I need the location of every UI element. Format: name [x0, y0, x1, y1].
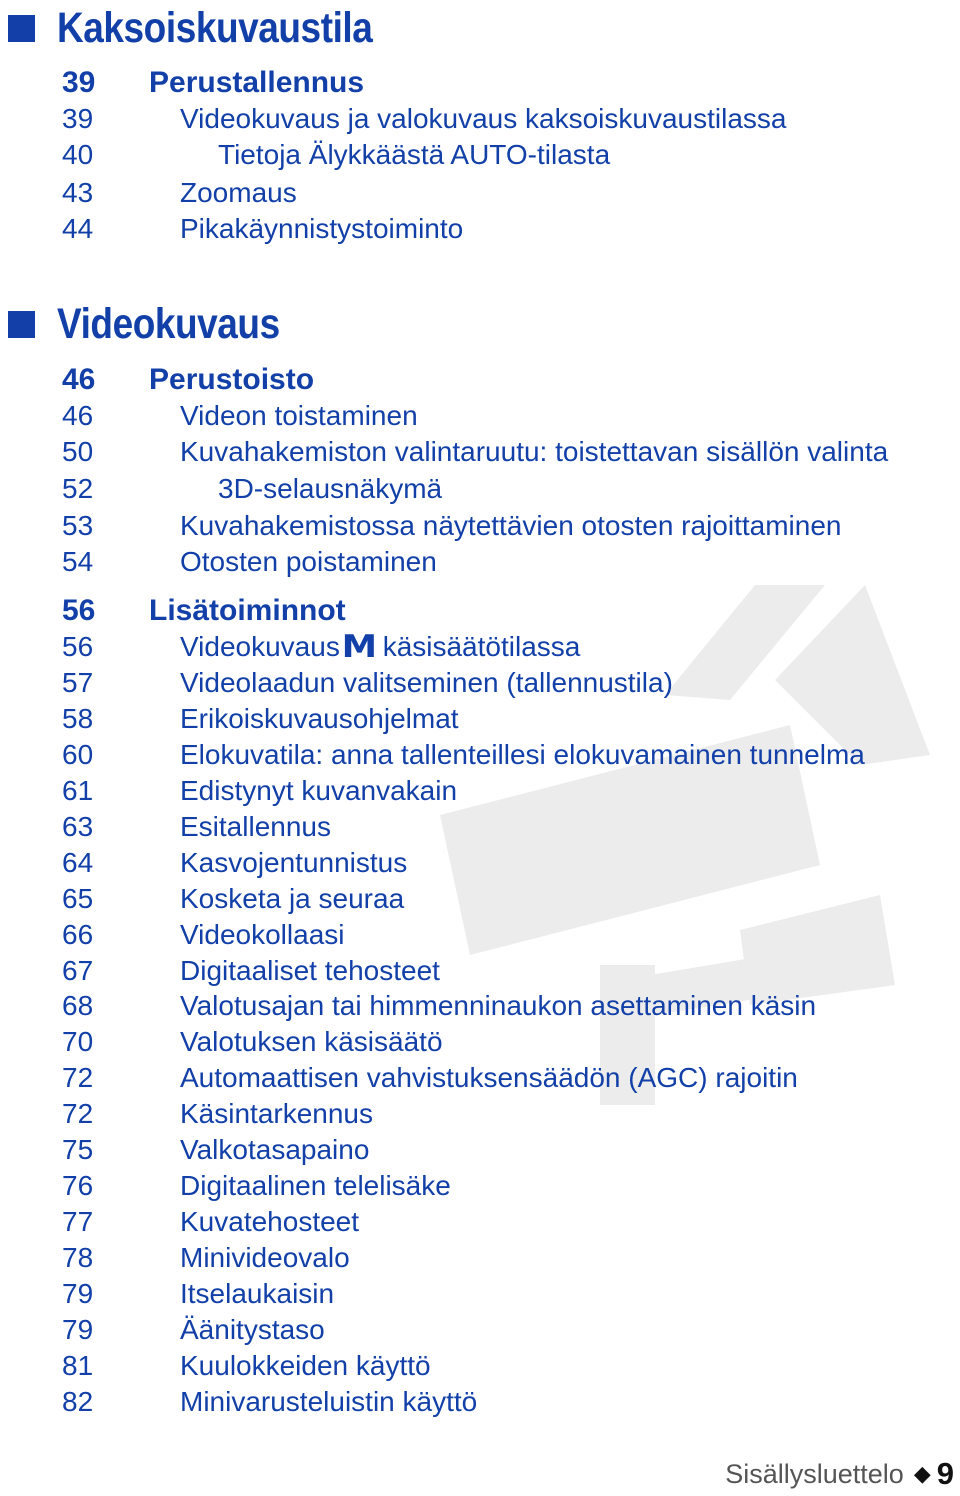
toc-entry-text: Minivarusteluistin käyttö: [180, 1386, 478, 1417]
toc-page-number: 77: [62, 1206, 94, 1237]
toc-entry-text: Valotuksen käsisäätö: [180, 1026, 443, 1057]
toc-entry-text: Videokuvaus: [180, 631, 340, 662]
footer-label: Sisällysluettelo: [725, 1458, 904, 1489]
toc-page-number: 52: [62, 473, 94, 504]
toc-entry[interactable]: [62, 917, 345, 953]
toc-page-number: 65: [62, 883, 94, 914]
toc-page-number: 61: [62, 775, 94, 806]
toc-entry-text: Kuvahakemiston valintaruutu: toistettavan sisällön valinta: [180, 436, 889, 467]
toc-page-number: 50: [62, 436, 94, 467]
toc-page-number: 67: [62, 955, 94, 986]
toc-subsection-title: Perustallennus: [149, 66, 365, 99]
toc-entry-text: Tietoja Älykkäästä AUTO-tilasta: [218, 139, 611, 170]
toc-entry-text-after: käsisäätötilassa: [382, 631, 581, 662]
toc-page-number: 63: [62, 811, 94, 842]
toc-page-number: 72: [62, 1062, 94, 1093]
section-bullet-icon: [8, 15, 35, 42]
toc-subsection-perustallennus[interactable]: [62, 65, 364, 101]
toc-page-number: 39: [62, 66, 96, 99]
toc-entry[interactable]: [62, 1096, 373, 1132]
toc-entry[interactable]: [62, 1168, 451, 1204]
toc-entry[interactable]: [62, 434, 888, 470]
section-bullet-icon: [8, 311, 35, 338]
section-heading-videokuvaus: [8, 299, 316, 349]
section-heading-kaksoiskuvaustila: [8, 3, 424, 53]
toc-entry-text: 3D-selausnäkymä: [218, 473, 443, 504]
toc-page-number: 46: [62, 363, 96, 396]
toc-entry-text: Esitallennus: [180, 811, 331, 842]
toc-entry[interactable]: [62, 398, 418, 434]
toc-entry[interactable]: [62, 175, 297, 211]
toc-page-number: 60: [62, 739, 94, 770]
toc-subsection-lisatoiminnot[interactable]: [62, 593, 346, 629]
toc-page-number: 79: [62, 1314, 94, 1345]
toc-entry[interactable]: [62, 211, 463, 247]
toc-entry-text: Kuulokkeiden käyttö: [180, 1350, 431, 1381]
toc-entry-text: Kuvatehosteet: [180, 1206, 360, 1237]
toc-entry[interactable]: [62, 988, 816, 1024]
toc-entry-text: Videokollaasi: [180, 919, 345, 950]
toc-page-number: 46: [62, 400, 94, 431]
toc-entry-text: Itselaukaisin: [180, 1278, 335, 1309]
toc-entry[interactable]: [62, 1240, 350, 1276]
toc-entry[interactable]: [62, 471, 442, 507]
toc-entry[interactable]: [62, 1132, 369, 1168]
section-title: Videokuvaus: [57, 299, 280, 348]
toc-page-number: 53: [62, 510, 94, 541]
toc-entry-text: Minivideovalo: [180, 1242, 350, 1273]
toc-entry-text: Videolaadun valitseminen (tallennustila): [180, 667, 673, 698]
toc-entry-text: Automaattisen vahvistuksensäädön (AGC) rajoitin: [180, 1062, 798, 1093]
toc-entry-text: Videon toistaminen: [180, 400, 418, 431]
toc-entry[interactable]: [62, 101, 786, 137]
toc-entry-text: Kuvahakemistossa näytettävien otosten rajoittaminen: [180, 510, 842, 541]
toc-entry[interactable]: [62, 1204, 359, 1240]
toc-entry[interactable]: [62, 1312, 325, 1348]
toc-entry[interactable]: [62, 845, 407, 881]
page-footer: [725, 1456, 954, 1492]
toc-entry[interactable]: [62, 544, 437, 580]
toc-page-number: 75: [62, 1134, 94, 1165]
toc-entry[interactable]: [62, 1276, 334, 1312]
toc-entry-text: Digitaaliset tehosteet: [180, 955, 440, 986]
toc-page-number: 81: [62, 1350, 94, 1381]
toc-page-number: 79: [62, 1278, 94, 1309]
toc-page-number: 44: [62, 213, 94, 244]
toc-page-number: 43: [62, 177, 94, 208]
toc-entry[interactable]: [62, 1348, 431, 1384]
manual-mode-icon: M: [341, 629, 378, 665]
toc-entry-text: Digitaalinen telelisäke: [180, 1170, 451, 1201]
toc-entry[interactable]: [62, 1060, 798, 1096]
toc-entry-text: Elokuvatila: anna tallenteillesi elokuvamainen tunnelma: [180, 739, 865, 770]
toc-entry[interactable]: [62, 1384, 477, 1420]
toc-entry[interactable]: [62, 701, 459, 737]
toc-page-number: 57: [62, 667, 94, 698]
page-number: 9: [936, 1456, 954, 1491]
toc-page-number: 70: [62, 1026, 94, 1057]
toc-page-number: 39: [62, 103, 94, 134]
toc-entry-text: Erikoiskuvausohjelmat: [180, 703, 459, 734]
toc-entry[interactable]: [62, 629, 580, 665]
toc-entry[interactable]: [62, 809, 331, 845]
toc-subsection-title: Perustoisto: [149, 363, 315, 396]
toc-entry[interactable]: [62, 737, 865, 773]
toc-page-number: 72: [62, 1098, 94, 1129]
toc-page-number: 68: [62, 990, 94, 1021]
toc-entry[interactable]: [62, 953, 440, 989]
toc-page-number: 56: [62, 594, 96, 627]
toc-subsection-perustoisto[interactable]: [62, 362, 314, 398]
toc-entry-text: Otosten poistaminen: [180, 546, 437, 577]
toc-subsection-title: Lisätoiminnot: [149, 594, 346, 627]
toc-page-number: 66: [62, 919, 94, 950]
toc-page-number: 40: [62, 139, 94, 170]
section-title: Kaksoiskuvaustila: [57, 3, 373, 52]
toc-entry-text: Äänitystaso: [180, 1314, 325, 1345]
toc-entry[interactable]: [62, 137, 610, 173]
toc-page-number: 64: [62, 847, 94, 878]
toc-entry-text: Valkotasapaino: [180, 1134, 370, 1165]
diamond-bullet-icon: ◆: [913, 1461, 931, 1486]
toc-entry-text: Valotusajan tai himmenninaukon asettaminen käsin: [180, 990, 817, 1021]
toc-entry-text: Zoomaus: [180, 177, 297, 208]
toc-page-number: 56: [62, 631, 94, 662]
toc-entry[interactable]: [62, 508, 842, 544]
toc-entry-text: Videokuvaus ja valokuvaus kaksoiskuvaustilassa: [180, 103, 787, 134]
toc-entry-text: Pikakäynnistystoiminto: [180, 213, 464, 244]
toc-entry[interactable]: [62, 1024, 443, 1060]
toc-page-number: 82: [62, 1386, 94, 1417]
toc-page-number: 78: [62, 1242, 94, 1273]
toc-entry-text: Kosketa ja seuraa: [180, 883, 405, 914]
toc-page-number: 58: [62, 703, 94, 734]
toc-entry-text: Käsintarkennus: [180, 1098, 374, 1129]
toc-entry[interactable]: [62, 773, 457, 809]
toc-page-number: 76: [62, 1170, 94, 1201]
toc-page-number: 54: [62, 546, 94, 577]
toc-entry-text: Kasvojentunnistus: [180, 847, 408, 878]
toc-entry-text: Edistynyt kuvanvakain: [180, 775, 458, 806]
toc-entry[interactable]: [62, 665, 673, 701]
toc-entry[interactable]: [62, 881, 404, 917]
